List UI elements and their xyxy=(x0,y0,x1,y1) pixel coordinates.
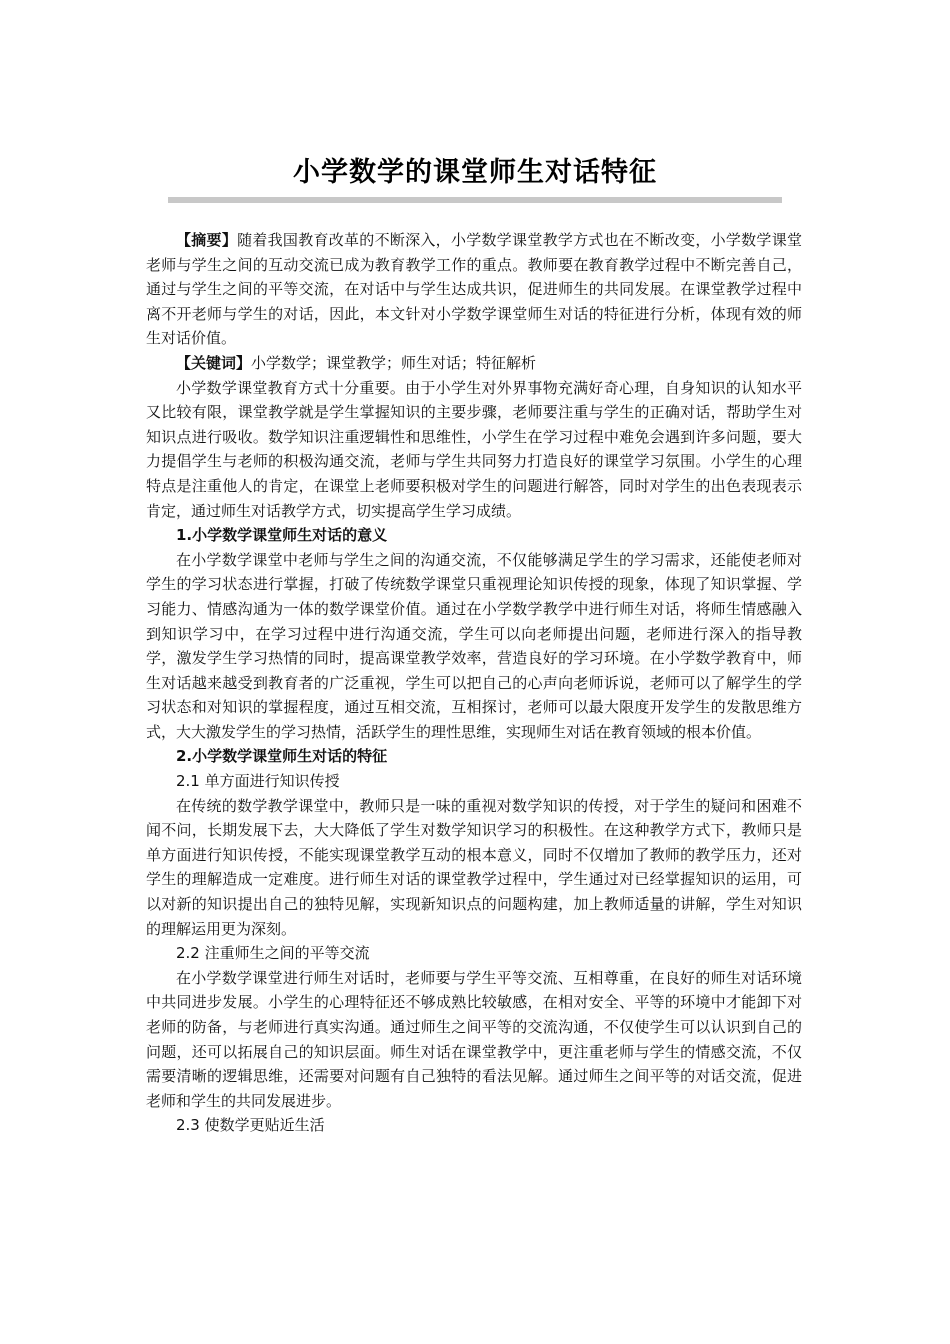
section-heading-2: 2.小学数学课堂师生对话的特征 xyxy=(176,747,388,766)
section-heading-1: 1.小学数学课堂师生对话的意义 xyxy=(176,526,388,545)
intro-paragraph: 小学数学课堂教育方式十分重要。由于小学生对外界事物充满好奇心理，自身知识的认知水平又比较有限，课堂教学就是学生掌握知识的主要步骤，老师要注重与学生的正确对话，帮助学生对知识点进行吸收。数学知识注重逻辑性和思维性，小学生在学习过程中难免会遇到许多问题，要大力提倡学生与老师的积极沟通交流，老师与学生共同努力打造良好的课堂学习氛围。小学生的心理特点是注重他人的肯定，在课堂上老师要积极对学生的问题进行解答，同时对学生的出色表现表示肯定，通过师生对话教学方式，切实提高学生学习成绩。 xyxy=(146,378,802,520)
abstract-text: 随着我国教育改革的不断深入，小学数学课堂教学方式也在不断改变，小学数学课堂老师与学生之间的互动交流已成为教育教学工作的重点。教师要在教育教学过程中不断完善自己，通过与学生之间的平等交流，在对话中与学生达成共识，促进师生的共同发展。在课堂教学过程中离不开老师与学生的对话，因此，本文针对小学数学课堂师生对话的特征进行分析，体现有效的师生对话价值。 xyxy=(146,231,802,348)
abstract-paragraph xyxy=(146,228,802,351)
article-body xyxy=(146,228,802,1138)
keywords-text: 小学数学；课堂教学；师生对话；特征解析 xyxy=(251,353,537,372)
section-1-paragraph: 在小学数学课堂中老师与学生之间的沟通交流，不仅能够满足学生的学习需求，还能使老师对学生的学习状态进行掌握，打破了传统数学课堂只重视理论知识传授的现象，体现了知识掌握、学习能力、情感沟通为一体的数学课堂价值。通过在小学数学教学中进行师生对话，将师生情感融入到知识学习中，在学习过程中进行沟通交流，学生可以向老师提出问题，老师进行深入的指导教学，激发学生学习热情的同时，提高课堂教学效率，营造良好的学习环境。在小学数学教育中，师生对话越来越受到教育者的广泛重视，学生可以把自己的心声向老师诉说，老师可以了解学生的学习状态和对知识的掌握程度，通过互相交流，互相探讨，老师可以最大限度开发学生的发散思维方式，大大激发学生的学习热情，活跃学生的理性思维，实现师生对话在教育领域的根本价值。 xyxy=(146,550,802,741)
keywords-label: 【关键词】 xyxy=(176,353,252,372)
subsection-heading-2-1: 2.1 单方面进行知识传授 xyxy=(176,772,340,791)
title-divider xyxy=(168,197,782,203)
abstract-label: 【摘要】 xyxy=(176,231,238,249)
subsection-heading-2-3: 2.3 使数学更贴近生活 xyxy=(176,1116,325,1135)
subsection-2-1-paragraph: 在传统的数学教学课堂中，教师只是一味的重视对数学知识的传授，对于学生的疑问和困难不闻不问，长期发展下去，大大降低了学生对数学知识学习的积极性。在这种教学方式下，教师只是单方面进行知识传授，不能实现课堂教学互动的根本意义，同时不仅增加了教师的教学压力，还对学生的理解造成一定难度。进行师生对话的课堂教学过程中，学生通过对已经掌握知识的运用，可以对新的知识提出自己的独特见解，实现新知识点的问题构建，加上教师适量的讲解，学生对知识的理解运用更为深刻。 xyxy=(146,796,802,938)
page-title: 小学数学的课堂师生对话特征 xyxy=(293,157,657,188)
subsection-heading-2-2: 2.2 注重师生之间的平等交流 xyxy=(176,944,370,963)
keywords-paragraph xyxy=(146,351,802,376)
subsection-2-2-paragraph: 在小学数学课堂进行师生对话时，老师要与学生平等交流、互相尊重，在良好的师生对话环境中共同进步发展。小学生的心理特征还不够成熟比较敏感，在相对安全、平等的环境中才能卸下对老师的防备，与老师进行真实沟通。通过师生之间平等的交流沟通，不仅使学生可以认识到自己的问题，还可以拓展自己的知识层面。师生对话在课堂教学中，更注重老师与学生的情感交流，不仅需要清晰的逻辑思维，还需要对问题有自己独特的看法见解。通过师生之间平等的对话交流，促进老师和学生的共同发展进步。 xyxy=(146,968,802,1110)
